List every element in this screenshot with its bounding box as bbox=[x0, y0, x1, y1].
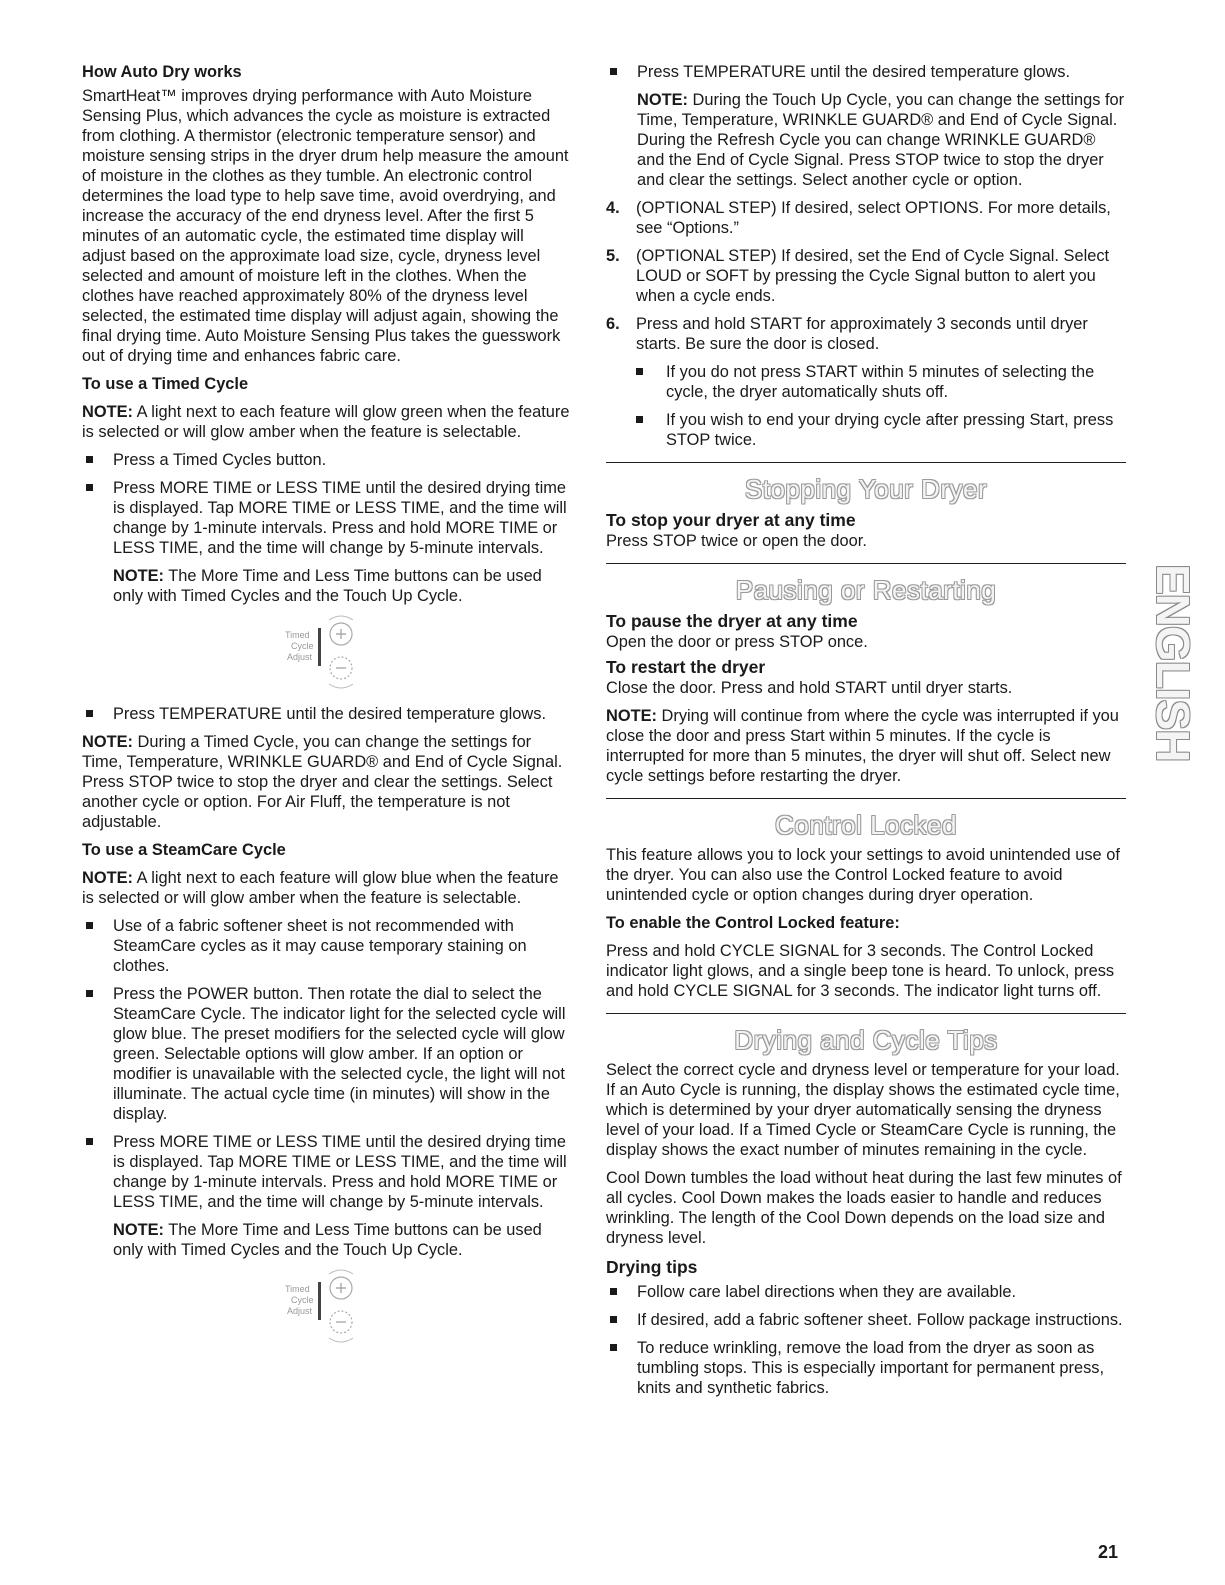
timed-note bbox=[82, 402, 570, 442]
list-item-text: If desired, add a fabric softener sheet. Follow package instructions. bbox=[637, 1311, 1123, 1329]
list-item bbox=[82, 450, 570, 470]
time-adjust-knob-illustration bbox=[82, 612, 570, 698]
step-number: 4. bbox=[606, 199, 620, 217]
section-title-control-locked: Control Locked bbox=[775, 810, 957, 840]
steam-note bbox=[82, 868, 570, 908]
locked-paragraph: This feature allows you to lock your settings to avoid unintended use of the dryer. You can also use the Control Locked feature to avoid unintended cycle or option changes during dryer operation. bbox=[606, 846, 1120, 904]
knob-label-timed: Timed bbox=[285, 630, 310, 640]
touch-up-note-text: During the Touch Up Cycle, you can change the settings for Time, Temperature, WRINKLE GUARD® and End of Cycle Signal. During the Refresh Cycle you can change WRINKLE GUARD® and the End of Cycle Signal. Press STOP twice to stop the dryer and clear the settings. Select another cycle or option. bbox=[637, 91, 1125, 189]
step-number: 6. bbox=[606, 315, 620, 333]
steam-note-2-text: The More Time and Less Time buttons can be used only with Timed Cycles and the Touch Up Cycle. bbox=[113, 1221, 542, 1259]
list-item-text: Press a Timed Cycles button. bbox=[113, 451, 327, 469]
divider bbox=[606, 1013, 1126, 1014]
step-6 bbox=[606, 314, 1126, 354]
list-item-text: Press MORE TIME or LESS TIME until the desired drying time is displayed. Tap MORE TIME or LESS TIME, and the time will change by 1-minute intervals. Press and hold MORE TIME or LESS TIME, and the time will change by 5-minute intervals. bbox=[113, 1133, 567, 1211]
heading-steamcare: To use a SteamCare Cycle bbox=[82, 841, 286, 859]
steam-note-2 bbox=[82, 1220, 570, 1260]
time-adjust-knob-illustration-2 bbox=[82, 1266, 570, 1352]
auto-dry-paragraph: SmartHeat™ improves drying performance with Auto Moisture Sensing Plus, which advances the cycle as moisture is extracted from clothing. A thermistor (electronic temperature sensor) and moisture sensing strips in the dryer drum help measure the amount of moisture in the clothes as they tumble. An electronic control determines the load type to help save time, avoid overdrying, and increase the accuracy of the end dryness level. After the first 5 minutes of an automatic cycle, the estimated time display will adjust based on the approximate load size, cycle, dryness level selected and amount of moisture left in the clothes. When the clothes have reached approximately 80% of the dryness level selected, the estimated time display will adjust again, showing the final drying time. Auto Moisture Sensing Plus takes the guesswork out of drying time and enhances fabric care. bbox=[82, 87, 569, 365]
note-label: NOTE: bbox=[82, 869, 133, 887]
side-tab-english: ENGLISH bbox=[1147, 564, 1199, 762]
list-item-text: Press MORE TIME or LESS TIME until the desired drying time is displayed. Tap MORE TIME or LESS TIME, and the time will change by 1-minute intervals. Press and hold MORE TIME or LESS TIME, and the time will change by 5-minute intervals. bbox=[113, 479, 567, 557]
heading-pause: To pause the dryer at any time bbox=[606, 611, 858, 631]
heading-how-auto-dry: How Auto Dry works bbox=[82, 63, 242, 81]
stop-paragraph: Press STOP twice or open the door. bbox=[606, 532, 867, 550]
knob-label-adjust: Adjust bbox=[287, 1306, 313, 1316]
bullet-icon bbox=[86, 922, 93, 929]
step-5 bbox=[606, 246, 1126, 306]
section-title-pausing: Pausing or Restarting bbox=[735, 575, 997, 605]
restart-note bbox=[606, 706, 1126, 786]
left-column bbox=[82, 62, 570, 1358]
note-label: NOTE: bbox=[113, 567, 164, 585]
list-item bbox=[82, 704, 570, 724]
restart-paragraph: Close the door. Press and hold START until dryer starts. bbox=[606, 679, 1013, 697]
locked-paragraph-2: Press and hold CYCLE SIGNAL for 3 seconds. The Control Locked indicator light glows, and a single beep tone is heard. To unlock, press and hold CYCLE SIGNAL for 3 seconds. The indicator light turns off. bbox=[606, 942, 1115, 1000]
divider bbox=[606, 563, 1126, 564]
list-item bbox=[606, 1310, 1126, 1330]
tips-paragraph-2: Cool Down tumbles the load without heat during the last few minutes of all cycles. Cool Down makes the loads easier to handle and reduces wrinkling. The length of the Cool Down depends on the load size and dryness level. bbox=[606, 1169, 1122, 1247]
bullet-icon bbox=[610, 1316, 617, 1323]
list-item bbox=[606, 410, 1126, 450]
list-item bbox=[82, 1132, 570, 1212]
restart-note-text: Drying will continue from where the cycle was interrupted if you close the door and press Start within 5 minutes. If the cycle is interrupted for more than 5 minutes, the dryer will shut off. Select new cycle settings before restarting the dryer. bbox=[606, 707, 1119, 785]
heading-timed-cycle: To use a Timed Cycle bbox=[82, 375, 249, 393]
timed-note-2 bbox=[82, 566, 570, 606]
note-label: NOTE: bbox=[82, 733, 133, 751]
divider bbox=[606, 462, 1126, 463]
touch-up-note bbox=[606, 90, 1126, 190]
timed-note-3 bbox=[82, 732, 570, 832]
heading-enable-locked: To enable the Control Locked feature: bbox=[606, 914, 900, 932]
heading-stop: To stop your dryer at any time bbox=[606, 510, 856, 530]
timed-note-3-text: During a Timed Cycle, you can change the settings for Time, Temperature, WRINKLE GUARD® and End of Cycle Signal. Press STOP twice to stop the dryer and clear the settings. Select another cycle or option. For Air Fluff, the temperature is not adjustable. bbox=[82, 733, 563, 831]
steam-note-text: A light next to each feature will glow blue when the feature is selected or will glow amber when the feature is selectable. bbox=[82, 869, 559, 907]
bullet-icon bbox=[610, 1344, 617, 1351]
knob-label-timed: Timed bbox=[285, 1284, 310, 1294]
timed-note-text: A light next to each feature will glow green when the feature is selected or will glow amber when the feature is selectable. bbox=[82, 403, 570, 441]
bullet-icon bbox=[86, 456, 93, 463]
time-adjust-knob-icon bbox=[271, 612, 381, 698]
list-item bbox=[606, 362, 1126, 402]
pause-paragraph: Open the door or press STOP once. bbox=[606, 633, 868, 651]
bullet-icon bbox=[636, 368, 643, 375]
knob-label-cycle: Cycle bbox=[291, 1295, 314, 1305]
list-item-text: To reduce wrinkling, remove the load from the dryer as soon as tumbling stops. This is especially important for permanent press, knits and synthetic fabrics. bbox=[637, 1339, 1105, 1397]
note-label: NOTE: bbox=[606, 707, 657, 725]
list-item-text: Press the POWER button. Then rotate the dial to select the SteamCare Cycle. The indicator light for the selected cycle will glow blue. The preset modifiers for the selected cycle will glow green. Selectable options will glow amber. If an option or modifier is unavailable with the selected cycle, the light will not illuminate. The actual cycle time (in minutes) will show in the display. bbox=[113, 985, 566, 1123]
bullet-icon bbox=[610, 1288, 617, 1295]
list-item bbox=[82, 916, 570, 976]
tips-paragraph-1: Select the correct cycle and dryness level or temperature for your load. If an Auto Cycle is running, the display shows the estimated cycle time, which is determined by your dryer automatically sensing the dryness level of your load. If a Timed Cycle or SteamCare Cycle is running, the display shows the exact number of minutes remaining in the cycle. bbox=[606, 1061, 1120, 1159]
divider bbox=[606, 798, 1126, 799]
bullet-icon bbox=[86, 484, 93, 491]
list-item-text: If you do not press START within 5 minutes of selecting the cycle, the dryer automatically shuts off. bbox=[666, 363, 1095, 401]
page-number: 21 bbox=[1098, 1542, 1119, 1562]
list-item bbox=[82, 478, 570, 558]
list-item-text: Follow care label directions when they are available. bbox=[637, 1283, 1017, 1301]
step-text: Press and hold START for approximately 3 seconds until dryer starts. Be sure the door is closed. bbox=[636, 315, 1088, 353]
note-label: NOTE: bbox=[637, 91, 688, 109]
list-item-text: If you wish to end your drying cycle after pressing Start, press STOP twice. bbox=[666, 411, 1114, 449]
time-adjust-knob-icon bbox=[271, 1266, 381, 1352]
bullet-icon bbox=[610, 68, 617, 75]
right-column bbox=[606, 62, 1126, 1398]
section-title-stopping: Stopping Your Dryer bbox=[744, 474, 988, 504]
heading-drying-tips: Drying tips bbox=[606, 1257, 698, 1277]
step-text: (OPTIONAL STEP) If desired, set the End of Cycle Signal. Select LOUD or SOFT by pressing the Cycle Signal button to alert you when a cycle ends. bbox=[636, 247, 1110, 305]
step-text: (OPTIONAL STEP) If desired, select OPTIONS. For more details, see “Options.” bbox=[636, 199, 1111, 237]
bullet-icon bbox=[86, 1138, 93, 1145]
list-item-text: Press TEMPERATURE until the desired temperature glows. bbox=[113, 705, 546, 723]
knob-label-adjust: Adjust bbox=[287, 652, 313, 662]
step-4 bbox=[606, 198, 1126, 238]
list-item-text: Press TEMPERATURE until the desired temperature glows. bbox=[637, 63, 1070, 81]
note-label: NOTE: bbox=[113, 1221, 164, 1239]
step-6-sublist bbox=[606, 362, 1126, 450]
section-title-tips: Drying and Cycle Tips bbox=[734, 1025, 998, 1055]
list-item bbox=[82, 984, 570, 1124]
knob-label-cycle: Cycle bbox=[291, 641, 314, 651]
list-item bbox=[606, 62, 1126, 82]
list-item bbox=[606, 1282, 1126, 1302]
timed-note-2-text: The More Time and Less Time buttons can be used only with Timed Cycles and the Touch Up Cycle. bbox=[113, 567, 542, 605]
note-label: NOTE: bbox=[82, 403, 133, 421]
step-number: 5. bbox=[606, 247, 620, 265]
heading-restart: To restart the dryer bbox=[606, 657, 766, 677]
list-item-text: Use of a fabric softener sheet is not recommended with SteamCare cycles as it may cause temporary staining on clothes. bbox=[113, 917, 527, 975]
bullet-icon bbox=[636, 416, 643, 423]
list-item bbox=[606, 1338, 1126, 1398]
bullet-icon bbox=[86, 710, 93, 717]
bullet-icon bbox=[86, 990, 93, 997]
